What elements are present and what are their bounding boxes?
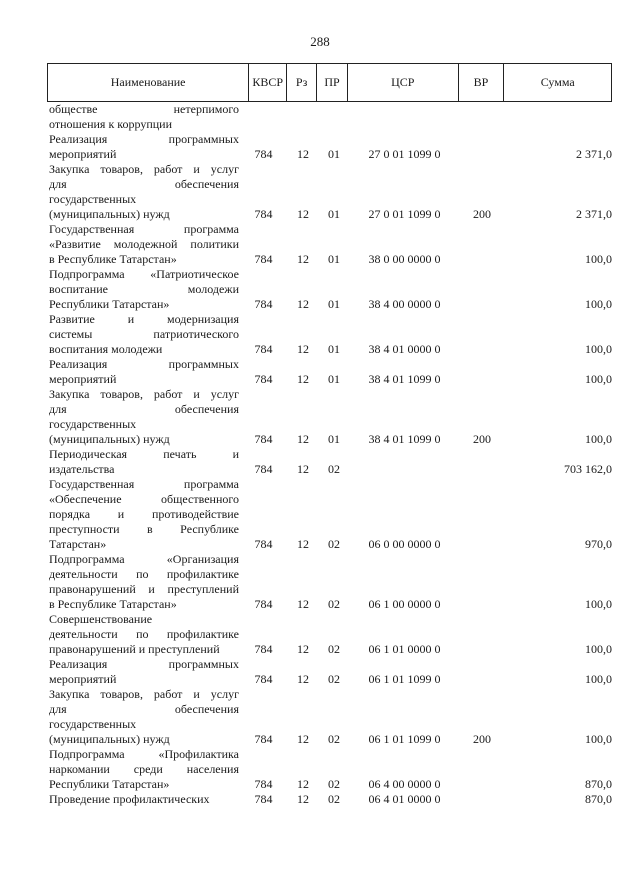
row-pr: 02 [328, 642, 340, 656]
row-sum: 100,0 [585, 342, 612, 356]
row-sum: 970,0 [585, 537, 612, 551]
row-kvsr: 784 [254, 462, 273, 476]
row-name-line: Развитие и модернизация [49, 312, 239, 326]
row-pr: 01 [328, 342, 340, 356]
row-name-line: правонарушений и преступлений [49, 582, 239, 596]
budget-table [47, 63, 612, 807]
row-name-line: деятельности по профилактике [49, 567, 239, 581]
row-vr: 200 [473, 207, 491, 221]
row-pr: 02 [328, 777, 340, 791]
row-name-line: (муниципальных) нужд [49, 732, 170, 746]
row-csr: 27 0 01 1099 0 [368, 207, 441, 221]
row-name [47, 552, 239, 612]
header-sum: Сумма [503, 64, 611, 101]
row-name-line: Совершенствование [49, 612, 153, 626]
row-rz: 12 [297, 342, 309, 356]
row-sum: 703 162,0 [564, 462, 612, 476]
row-name-line: порядка и противодействие [49, 507, 239, 521]
row-name [47, 267, 239, 312]
row-name [47, 792, 239, 807]
row-pr: 02 [328, 462, 340, 476]
row-name-line: мероприятий [49, 372, 117, 386]
header-vr: ВР [458, 64, 504, 101]
row-name-line: наркомании среди населения [49, 762, 239, 776]
row-kvsr: 784 [254, 732, 273, 746]
row-pr: 01 [328, 207, 340, 221]
row-name-line: Периодическая печать и [49, 447, 239, 461]
row-rz: 12 [297, 207, 309, 221]
row-sum: 100,0 [585, 432, 612, 446]
row-name-line: государственных [49, 417, 137, 431]
row-name [47, 747, 239, 792]
row-name-line: Закупка товаров, работ и услуг [49, 387, 239, 401]
row-sum: 870,0 [585, 792, 612, 806]
row-sum: 100,0 [585, 252, 612, 266]
row-name-line: в Республике Татарстан» [49, 597, 177, 611]
row-csr: 06 0 00 0000 0 [368, 537, 441, 551]
row-csr: 06 4 00 0000 0 [368, 777, 441, 791]
table-row [47, 267, 612, 312]
row-name-line: воспитания молодежи [49, 342, 163, 356]
row-pr: 02 [328, 792, 340, 806]
header-kvsr: КВСР [248, 64, 286, 101]
row-name-line: издательства [49, 462, 115, 476]
row-name-line: для обеспечения [49, 177, 239, 191]
row-name-line: Реализация программных [49, 132, 239, 146]
row-csr: 06 1 01 0000 0 [368, 642, 441, 656]
row-name-line: Закупка товаров, работ и услуг [49, 162, 239, 176]
row-kvsr: 784 [254, 372, 273, 386]
row-name-line: в Республике Татарстан» [49, 252, 177, 266]
row-pr: 01 [328, 297, 340, 311]
row-kvsr: 784 [254, 777, 273, 791]
row-rz: 12 [297, 792, 309, 806]
table-row [47, 102, 612, 132]
header-name: Наименование [110, 75, 186, 89]
row-name-line: мероприятий [49, 672, 117, 686]
row-name-line: Проведение профилактических [49, 792, 210, 806]
row-name-line: системы патриотического [49, 327, 239, 341]
row-name-line: Подпрограмма «Патриотическое [49, 267, 239, 281]
row-name-line: Реализация программных [49, 357, 239, 371]
row-name-line: для обеспечения [49, 702, 239, 716]
row-rz: 12 [297, 672, 309, 686]
row-rz: 12 [297, 537, 309, 551]
row-name-line: Закупка товаров, работ и услуг [49, 687, 239, 701]
table-row [47, 162, 612, 222]
row-rz: 12 [297, 462, 309, 476]
row-rz: 12 [297, 642, 309, 656]
row-name [47, 102, 239, 132]
row-name [47, 162, 239, 222]
row-kvsr: 784 [254, 147, 273, 161]
row-name [47, 657, 239, 687]
row-name-line: (муниципальных) нужд [49, 207, 170, 221]
row-sum: 100,0 [585, 372, 612, 386]
row-rz: 12 [297, 147, 309, 161]
row-kvsr: 784 [254, 672, 273, 686]
row-name-line: Республики Татарстан» [49, 777, 170, 791]
row-kvsr: 784 [254, 297, 273, 311]
row-pr: 01 [328, 432, 340, 446]
row-name [47, 447, 239, 477]
row-name-line: Государственная программа [49, 477, 239, 491]
row-pr: 02 [328, 537, 340, 551]
row-sum: 100,0 [585, 297, 612, 311]
table-row [47, 612, 612, 657]
row-name [47, 687, 239, 747]
row-sum: 100,0 [585, 732, 612, 746]
table-row [47, 477, 612, 552]
table-row [47, 447, 612, 477]
row-kvsr: 784 [254, 432, 273, 446]
row-rz: 12 [297, 732, 309, 746]
row-name-line: для обеспечения [49, 402, 239, 416]
row-vr: 200 [473, 432, 491, 446]
row-name [47, 312, 239, 357]
row-csr: 38 4 01 1099 0 [368, 432, 441, 446]
row-name-line: Реализация программных [49, 657, 239, 671]
row-kvsr: 784 [254, 207, 273, 221]
row-rz: 12 [297, 432, 309, 446]
row-name-line: преступности в Республике [49, 522, 239, 536]
row-csr: 38 4 01 0000 0 [368, 342, 441, 356]
table-row [47, 387, 612, 447]
row-name-line: государственных [49, 717, 137, 731]
row-csr: 06 1 00 0000 0 [368, 597, 441, 611]
row-csr: 38 4 00 0000 0 [368, 297, 441, 311]
row-name-line: обществе нетерпимого [49, 102, 239, 116]
row-rz: 12 [297, 252, 309, 266]
row-name [47, 132, 239, 162]
table-body [47, 102, 612, 807]
header-csr: ЦСР [347, 64, 458, 101]
row-pr: 02 [328, 732, 340, 746]
row-csr: 06 4 01 0000 0 [368, 792, 441, 806]
row-pr: 01 [328, 252, 340, 266]
row-kvsr: 784 [254, 537, 273, 551]
table-row [47, 132, 612, 162]
row-csr: 06 1 01 1099 0 [368, 732, 441, 746]
header-rz: Рз [286, 64, 316, 101]
row-name [47, 357, 239, 387]
row-name [47, 222, 239, 267]
row-sum: 2 371,0 [576, 207, 612, 221]
row-rz: 12 [297, 372, 309, 386]
row-rz: 12 [297, 597, 309, 611]
row-kvsr: 784 [254, 792, 273, 806]
table-row [47, 222, 612, 267]
row-csr: 38 4 01 1099 0 [368, 372, 441, 386]
row-name-line: Татарстан» [49, 537, 107, 551]
row-kvsr: 784 [254, 642, 273, 656]
row-name-line: деятельности по профилактике [49, 627, 239, 641]
row-name-line: (муниципальных) нужд [49, 432, 170, 446]
row-sum: 100,0 [585, 597, 612, 611]
page-number: 288 [310, 34, 330, 49]
table-header [47, 63, 612, 102]
row-name-line: Государственная программа [49, 222, 239, 236]
row-name-line: Подпрограмма «Организация [49, 552, 239, 566]
row-kvsr: 784 [254, 252, 273, 266]
row-pr: 02 [328, 597, 340, 611]
row-name [47, 387, 239, 447]
row-sum: 100,0 [585, 642, 612, 656]
row-name-line: отношения к коррупции [49, 117, 173, 131]
row-sum: 870,0 [585, 777, 612, 791]
row-csr: 27 0 01 1099 0 [368, 147, 441, 161]
row-pr: 02 [328, 672, 340, 686]
header-pr: ПР [316, 64, 347, 101]
row-name-line: Подпрограмма «Профилактика [49, 747, 239, 761]
row-kvsr: 784 [254, 597, 273, 611]
table-row [47, 747, 612, 792]
row-name-line: «Развитие молодежной политики [49, 237, 239, 251]
table-row [47, 312, 612, 357]
table-row [47, 657, 612, 687]
row-name-line: мероприятий [49, 147, 117, 161]
row-name-line: «Обеспечение общественного [49, 492, 239, 506]
row-csr: 06 1 01 1099 0 [368, 672, 441, 686]
row-pr: 01 [328, 147, 340, 161]
table-row [47, 357, 612, 387]
row-pr: 01 [328, 372, 340, 386]
row-name [47, 612, 239, 657]
table-row [47, 552, 612, 612]
row-rz: 12 [297, 297, 309, 311]
row-csr: 38 0 00 0000 0 [368, 252, 441, 266]
row-name-line: воспитание молодежи [49, 282, 239, 296]
row-sum: 100,0 [585, 672, 612, 686]
table-row [47, 687, 612, 747]
row-name-line: правонарушений и преступлений [49, 642, 220, 656]
row-name-line: государственных [49, 192, 137, 206]
row-sum: 2 371,0 [576, 147, 612, 161]
row-name-line: Республики Татарстан» [49, 297, 170, 311]
row-kvsr: 784 [254, 342, 273, 356]
row-vr: 200 [473, 732, 491, 746]
table-row [47, 792, 612, 807]
row-rz: 12 [297, 777, 309, 791]
row-name [47, 477, 239, 552]
